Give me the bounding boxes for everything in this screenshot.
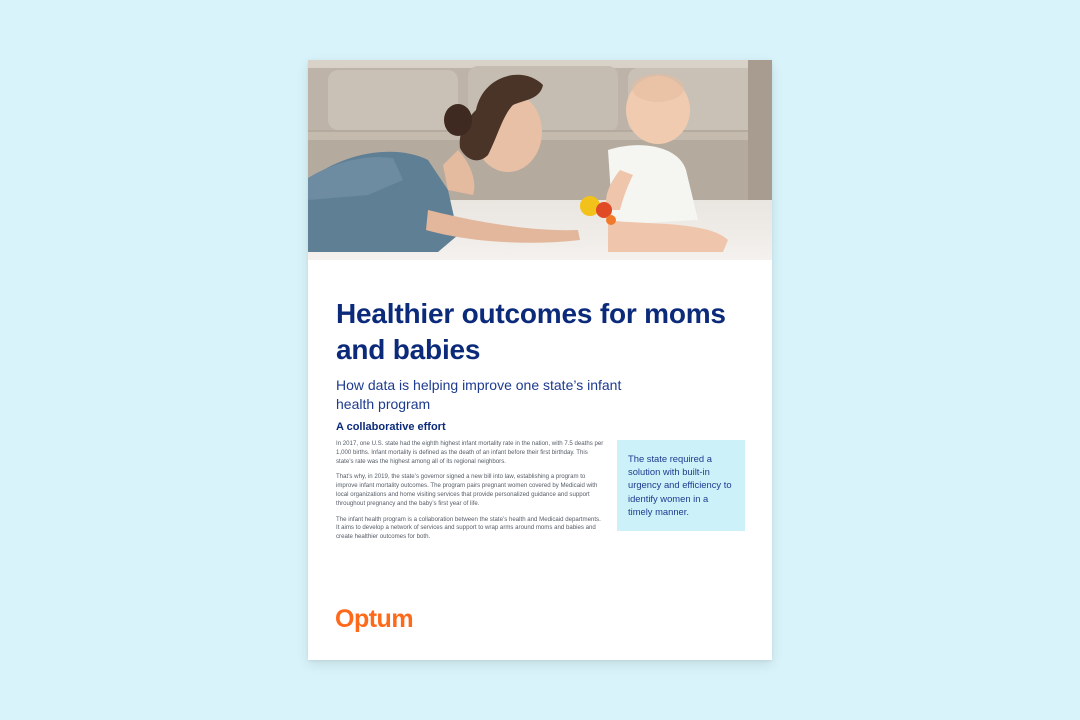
- paragraph-1: In 2017, one U.S. state had the eighth highest infant mortality rate in the nation, with 7.5 deaths per 1,000 births. Infant mortality is defined as the death of an infant before their first birthday. This state’s rate was the highest among all of its regional neighbors.: [336, 440, 604, 465]
- document-page: [308, 60, 772, 660]
- document-title: Healthier outcomes for moms and babies: [336, 298, 726, 365]
- body-text: [336, 440, 604, 549]
- section-heading: A collaborative effort: [336, 421, 446, 433]
- hero-photo-mother-and-baby: [308, 60, 772, 260]
- callout-box: [617, 440, 745, 531]
- paragraph-2: That’s why, in 2019, the state’s governor signed a new bill into law, establishing a program to improve infant mortality outcomes. The program pairs pregnant women covered by Medicaid with local organizations and home visiting services that provide personalized guidance and support throughout pregnancy and the baby’s first year of life.: [336, 473, 598, 507]
- hero-photo-illustration: [308, 60, 772, 260]
- optum-logo: Optum: [335, 605, 414, 633]
- paragraph-3: The infant health program is a collaboration between the state’s health and Medicaid departments. It aims to develop a network of services and support to wrap arms around moms and babies and create healthier outcomes for both.: [336, 515, 601, 541]
- callout-text: The state required a solution with built-in urgency and efficiency to identify women in a timely manner.: [628, 453, 732, 517]
- document-subtitle: How data is helping improve one state’s infant health program: [336, 377, 622, 412]
